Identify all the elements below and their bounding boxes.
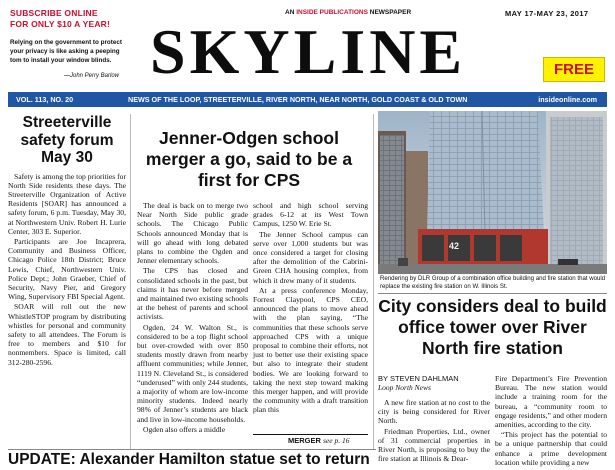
sidebar-paragraph: Safety is among the top priorities for North Side residents these days. The Streeterville Organization of Active Residents [SOAR] has announced a safety forum, 6 p.m. Tuesday, May 30, at Northwestern Univ. Robert H. Lurie Center, 303 E. Superior. <box>8 171 126 236</box>
quote-attribution: —John Perry Barlow <box>64 73 120 79</box>
byline <box>378 374 490 392</box>
jump-label: MERGER <box>288 436 321 445</box>
volume-number: VOL. 113, NO. 20 <box>16 95 74 104</box>
story-rule <box>378 293 607 294</box>
publisher-suffix: NEWSPAPER <box>367 9 412 16</box>
lead-paragraph: The CPS has closed and consolidated schools in the past, but claims it has never before merged and maintained two existing schools at the behest of parents and school activists. <box>137 266 248 322</box>
lead-headline[interactable]: Jenner-Odgen school merger a go, said to be a first for CPS <box>145 128 353 190</box>
lead-column-2 <box>253 201 368 433</box>
second-paragraph: Fire Department’s Fire Prevention Bureau. The new station would include a training room for the bureau, a “community room to engage residents,” and other modern amenities, according to the city. <box>495 374 607 430</box>
photo-caption: Rendering by DLR Group of a combination office building and fire station that would replace the existing fire station on W. Illinois St. <box>380 275 606 290</box>
sidebar-paragraph: SOAR will roll out the new WhistleSTOP program by distributing whistles for personal and community safety to all attendees. The Forum is free to members and $10 for nonmembers. Space is limited, call 312-280-2596. <box>8 302 126 367</box>
lead-paragraph: Ogden, 24 W. Walton St., is considered to be a top flight school but over-crowded with over 850 students mostly drawn from nearby affluent communities; while Jenner, 1119 N. Cleveland St., is considered “underused” with only 244 students, a majority of whom are low-income minority students. Indeed nearly 98% of Jenner’s students are black and live in low-income households. <box>137 322 248 424</box>
masthead-quote: Relying on the government to protect your privacy is like asking a peeping tom to install your window blinds. <box>10 39 122 64</box>
lead-paragraph: Ogden also offers a middle <box>143 424 226 434</box>
column-rule <box>373 114 374 449</box>
sidebar-paragraph: Participants are Joe Incaprera, Community and Business Officer, Chicago Police 18th District; Bruce Lewis, Chief, Northwestern Univ. Police Dept.; John Graeber, Chief of Security, Navy Pier, and Gregory Wing, Supervisory FBI Special Agent. <box>8 236 126 302</box>
second-column-2 <box>495 374 607 467</box>
sidebar-story <box>8 114 126 449</box>
coverage-tagline: NEWS OF THE LOOP, STREETERVILLE, RIVER NORTH, NEAR NORTH, GOLD COAST & OLD TOWN <box>128 95 468 104</box>
sidebar-body <box>8 172 126 367</box>
building-rendering-photo[interactable] <box>378 111 607 274</box>
website-link[interactable]: insideonline.com <box>538 95 597 104</box>
lead-paragraph: At a press conference Monday, Forrest Claypool, CPS CEO, announced the plans to move ahead with the plan saying, “The communities that these schools serve approached CPS with a unique proposal to combine their efforts, not just to better use their existing space but also to integrate their student bodies. We are looking forward to taking the next step toward making this merger happen, and will provide the community with a draft transition plan this <box>253 285 368 415</box>
building-rendering-image <box>378 111 607 274</box>
update-headline[interactable]: UPDATE: Alexander Hamilton statue set to return <box>8 451 370 468</box>
jump-rule <box>253 434 368 435</box>
lead-paragraph: The Jenner School campus can serve over 1,000 students but was once considered a target for closing after the demolition of the Cabrini-Green CHA housing complex, from which it drew many of it students. <box>253 229 368 285</box>
subscribe-promo[interactable] <box>10 8 134 30</box>
jump-page: see p. 16 <box>323 436 350 445</box>
masthead-title: SKYLINE <box>150 16 467 87</box>
lead-paragraph: school and high school serving grades 6-12 at its West Town Campus, 1250 W. Erie St. <box>253 201 368 229</box>
publisher-prefix: AN <box>285 9 297 16</box>
second-column-1 <box>378 398 490 464</box>
second-paragraph: Friedman Properties, Ltd., owner of 31 commercial properties in River North, is proposing to buy the fire station at Illinois & Dear- <box>378 426 490 464</box>
lead-paragraph: The deal is back on to merge two Near North Side public grade schools. The Chicago Public Schools announced Monday that is will go ahead with long debated plans to combine the Ogden and Jenner elementary schools. <box>137 201 248 266</box>
second-paragraph: “This project has the potential to be a unique partnership that could enhance a prime development location while providing a new <box>495 430 607 467</box>
building-number-label: 42 <box>449 241 460 251</box>
info-bar <box>8 92 607 107</box>
subscribe-line-1: SUBSCRIBE ONLINE <box>10 8 98 18</box>
free-badge: FREE <box>543 57 605 82</box>
byline-author: BY STEVEN DAHLMAN <box>378 374 459 383</box>
jump-line[interactable] <box>288 436 349 445</box>
sidebar-headline: Streeterville safety forum May 30 <box>20 114 114 166</box>
byline-source: Loop North News <box>378 383 431 392</box>
second-headline[interactable]: City considers deal to build office tower over River North fire station <box>378 296 607 358</box>
publisher-brand: INSIDE PUBLICATIONS <box>296 9 368 16</box>
publisher-tag <box>285 9 411 16</box>
issue-dates: MAY 17-MAY 23, 2017 <box>505 9 589 18</box>
lead-column-1 <box>137 201 248 437</box>
second-paragraph: A new fire station at no cost to the city is being considered for River North. <box>378 398 490 426</box>
update-rule <box>8 449 376 450</box>
subscribe-line-2: FOR ONLY $10 A YEAR! <box>10 19 111 29</box>
